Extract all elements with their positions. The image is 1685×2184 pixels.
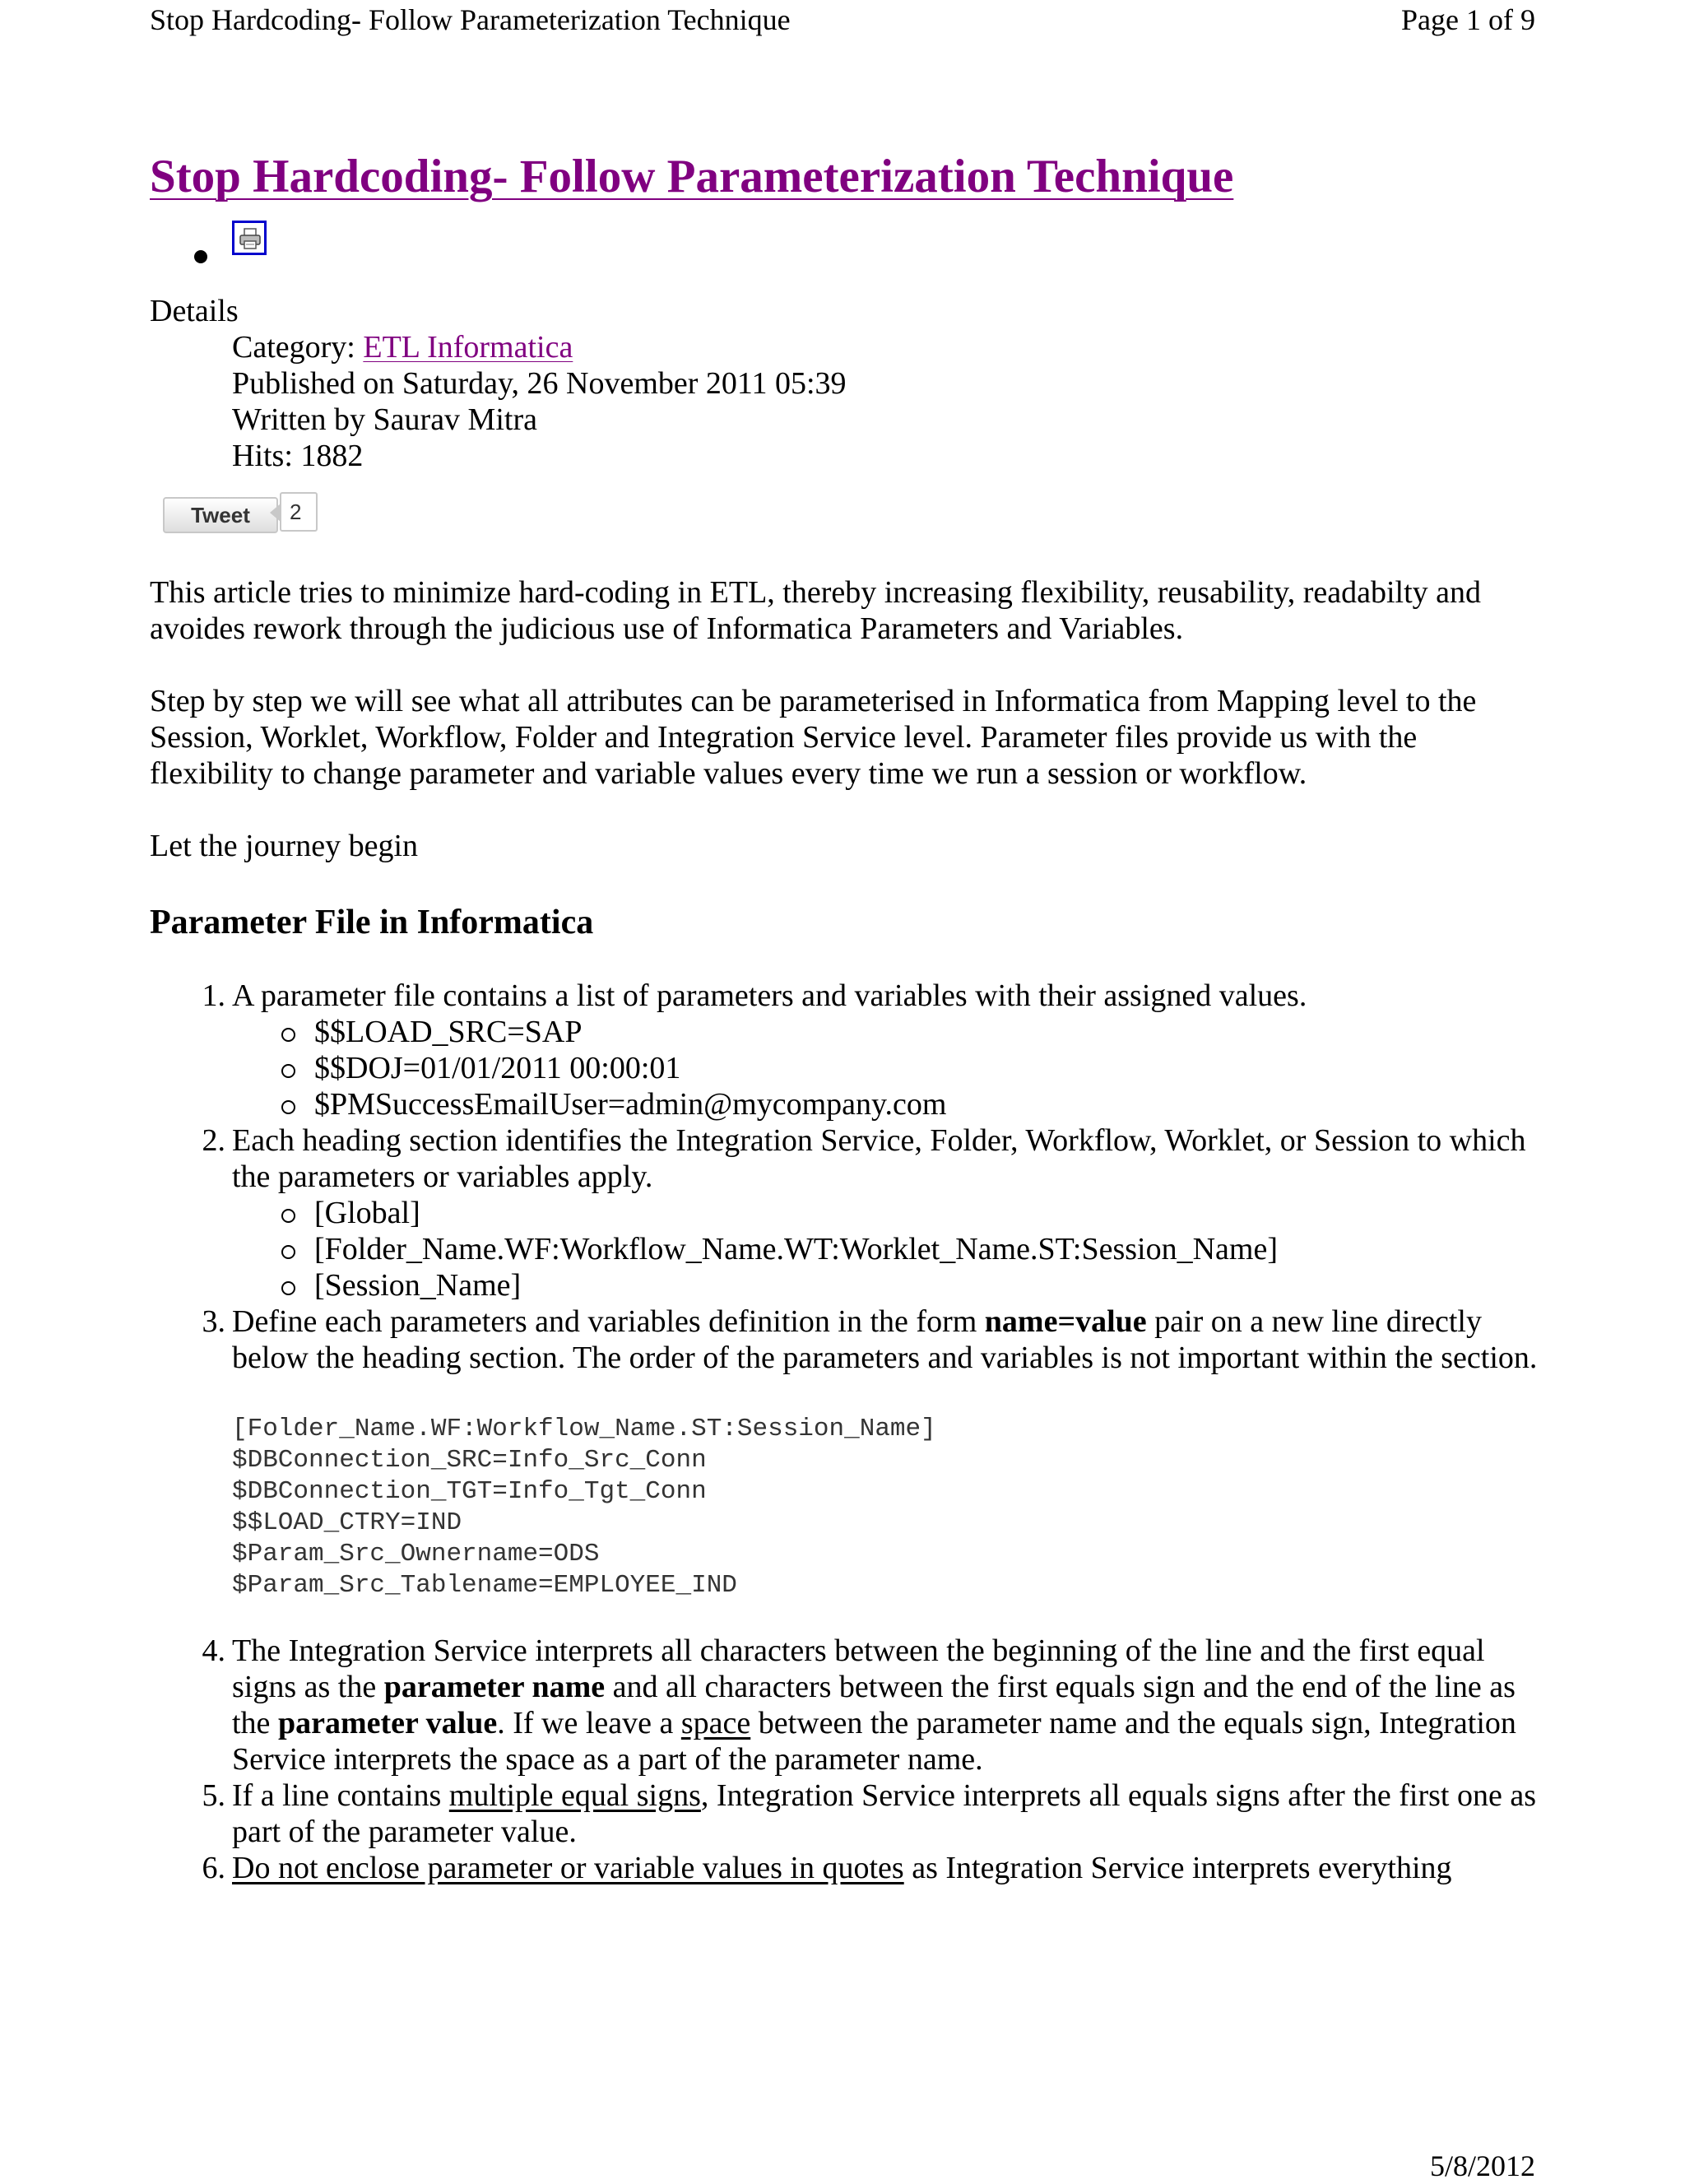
article-details <box>150 293 1540 474</box>
category-link[interactable]: ETL Informatica <box>363 330 573 365</box>
print-button[interactable] <box>232 221 267 255</box>
hits-count: Hits: 1882 <box>232 439 364 473</box>
tweet-widget <box>150 484 1540 558</box>
sub-list <box>232 1195 1540 1303</box>
article-tools <box>150 216 1540 283</box>
intro-paragraph-2: Step by step we will see what all attributes can be parameterised in Informatica from Mapping level to the Session, Worklet, Workflow, Folder and Integration Service level. Parameter files provide us with the flexibility to change parameter and variable values every time we run a session or workflow. <box>150 684 1477 791</box>
intro-paragraph-3: Let the journey begin <box>150 829 419 863</box>
sub-list <box>232 1014 1540 1122</box>
sub-list-item: [Folder_Name.WF:Workflow_Name.WT:Worklet_Name.ST:Session_Name] <box>232 1231 1540 1267</box>
category-label: Category: <box>232 330 364 365</box>
code-block: [Folder_Name.WF:Workflow_Name.ST:Session_Name] $DBConnection_SRC=Info_Src_Conn $DBConnection_TGT=Info_Tgt_Conn $$LOAD_CTRY=IND $Param_Src_Ownername=ODS $Param_Src_Tablename=EMPLOYEE_IND <box>232 1415 936 1600</box>
page-header-title: Stop Hardcoding- Follow Parameterization Technique <box>150 3 791 36</box>
list-item: 5. If a line contains multiple equal signs, Integration Service interprets all equals signs after the first one as part of the parameter value. <box>202 1778 1536 1849</box>
sub-list-item: $$LOAD_SRC=SAP <box>232 1014 1540 1050</box>
page-number: Page 1 of 9 <box>1401 3 1535 36</box>
parameter-file-list <box>150 978 1540 1886</box>
intro-paragraph-1: This article tries to minimize hard-coding in ETL, thereby increasing flexibility, reusability, readabilty and avoides rework through the judicious use of Informatica Parameters and Variables. <box>150 575 1482 646</box>
list-bullet <box>194 250 207 263</box>
sub-list-item: [Session_Name] <box>232 1267 1540 1303</box>
footer-date: 5/8/2012 <box>1429 2149 1535 2182</box>
published-date: Published on Saturday, 26 November 2011 05:39 <box>232 366 847 401</box>
tweet-count: 2 <box>280 492 318 532</box>
list-item: 1. A parameter file contains a list of parameters and variables with their assigned values. $$LOAD_SRC=SAP $$DOJ=01/01/2011 00:00:01 $PMSuccessEmailUser=admin@mycompany.com <box>150 978 1540 1122</box>
sub-list-item: [Global] <box>232 1195 1540 1231</box>
category-line <box>232 329 1540 365</box>
list-item: 4. The Integration Service interprets all characters between the beginning of the line and the first equal signs as the parameter name and all characters between the first equals sign and the end of the line as the parameter value. If we leave a space between the parameter name and the equals sign, Integration Service interprets the space as a part of the parameter name. <box>202 1633 1516 1777</box>
tweet-button[interactable]: Tweet <box>163 497 278 533</box>
article-title[interactable]: Stop Hardcoding- Follow Parameterization Technique <box>150 151 1234 202</box>
article-body <box>150 148 1540 1886</box>
sub-list-item: $$DOJ=01/01/2011 00:00:01 <box>232 1050 1540 1086</box>
sub-list-item: $PMSuccessEmailUser=admin@mycompany.com <box>232 1086 1540 1122</box>
printer-icon <box>238 226 262 251</box>
list-item: 2. Each heading section identifies the Integration Service, Folder, Workflow, Worklet, or Session to which the parameters or variables apply. [Global] [Folder_Name.WF:Workflow_Name.WT:Worklet_Name.ST:Session_Name] [Session_Name] <box>150 1122 1540 1303</box>
section-heading: Parameter File in Informatica <box>150 904 594 941</box>
list-item: 3. Define each parameters and variables definition in the form name=value pair on a new line directly below the heading section. The order of the parameters and variables is not important within the section. [Folder_Name.WF:Workflow_Name.ST:Session_Name] $DBConnection_SRC=Info_Src_Conn $DBConnection_TGT=Info_Tgt_Conn $$LOAD_CTRY=IND $Param_Src_Ownername=ODS $Param_Src_Tablename=EMPLOYEE_IND <box>150 1303 1540 1601</box>
details-label: Details <box>150 294 239 328</box>
list-item: 6. Do not enclose parameter or variable values in quotes as Integration Service interprets everything <box>202 1851 1452 1885</box>
author-line: Written by Saurav Mitra <box>232 402 537 437</box>
